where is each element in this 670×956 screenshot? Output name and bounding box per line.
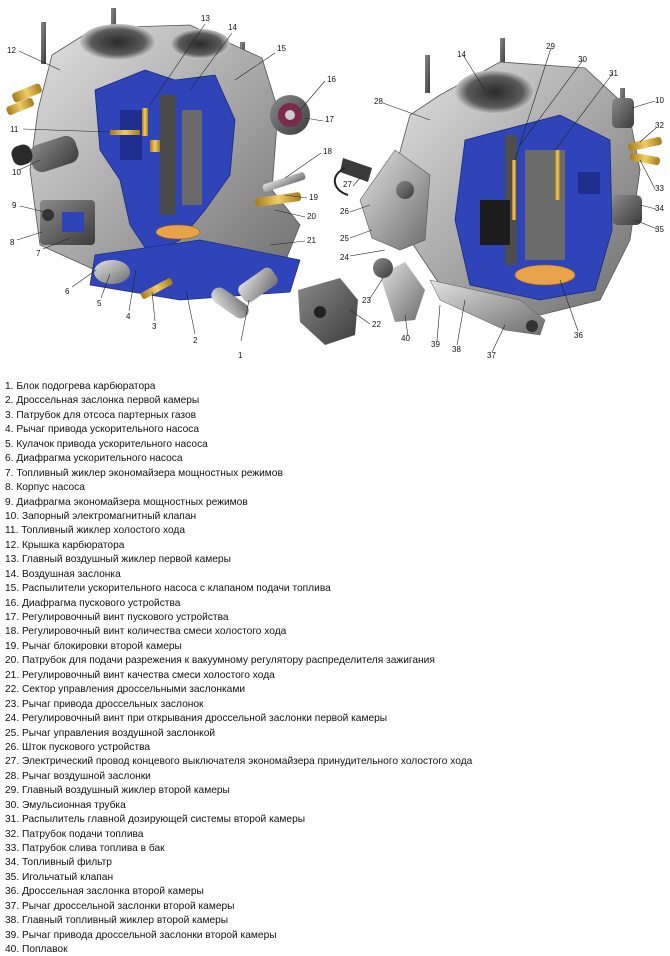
callout-34: 34 <box>655 204 664 213</box>
callout-24: 24 <box>340 253 349 262</box>
callout-2: 2 <box>193 336 198 345</box>
legend-item: 24. Регулировочный винт при открывания дроссельной заслонки первой камеры <box>5 713 388 725</box>
legend-item: 26. Шток пускового устройства <box>5 741 151 753</box>
callout-12: 12 <box>7 46 16 55</box>
legend-item: 10. Запорный электромагнитный клапан <box>5 510 197 522</box>
callout-25: 25 <box>340 234 349 243</box>
legend-item: 20. Патрубок для подачи разрежения к вакуумному регулятору распределителя зажигания <box>5 655 435 667</box>
callout-13: 13 <box>201 14 210 23</box>
legend-item: 33. Патрубок слива топлива в бак <box>5 843 165 854</box>
legend-item: 29. Главный воздушный жиклер второй камеры <box>5 785 230 797</box>
legend-item: 19. Рычаг блокировки второй камеры <box>5 640 182 652</box>
callout-20: 20 <box>307 212 316 221</box>
callout-1: 1 <box>238 351 243 360</box>
legend-item: 25. Рычаг управления воздушной заслонкой <box>5 727 216 739</box>
legend-item: 17. Регулировочный винт пускового устройства <box>5 612 229 623</box>
carburetor-figure <box>0 0 670 370</box>
callout-16: 16 <box>327 75 336 84</box>
callout-33: 33 <box>655 184 664 193</box>
callout-40: 40 <box>401 334 410 343</box>
callout-39: 39 <box>431 340 440 349</box>
callout-11: 11 <box>10 125 19 134</box>
callout-30: 30 <box>578 55 587 64</box>
legend-item: 1. Блок подогрева карбюратора <box>5 381 156 392</box>
legend-item: 31. Распылитель главной дозирующей системы второй камеры <box>5 814 306 826</box>
legend-item: 28. Рычаг воздушной заслонки <box>5 770 151 782</box>
legend-item: 13. Главный воздушный жиклер первой камеры <box>5 554 231 566</box>
legend-item: 14. Воздушная заслонка <box>5 568 121 580</box>
callout-4: 4 <box>126 312 131 321</box>
legend-item: 38. Главный топливный жиклер второй камеры <box>5 915 229 927</box>
legend-item: 23. Рычаг привода дроссельных заслонок <box>5 698 204 710</box>
callout-19: 19 <box>309 193 318 202</box>
callout-3: 3 <box>152 322 157 331</box>
callout-32: 32 <box>655 121 664 130</box>
callout-37: 37 <box>487 351 496 360</box>
callout-10: 10 <box>12 168 21 177</box>
callout-35: 35 <box>655 225 664 234</box>
legend-item: 2. Дроссельная заслонка первой камеры <box>5 395 200 407</box>
legend-item: 6. Диафрагма ускорительного насоса <box>5 453 183 465</box>
callout-5: 5 <box>97 299 102 308</box>
callout-29: 29 <box>546 42 555 51</box>
callout-21: 21 <box>307 236 316 245</box>
legend-item: 3. Патрубок для отсоса партерных газов <box>5 409 197 421</box>
callout-r-14: 14 <box>457 50 466 59</box>
legend-item: 4. Рычаг привода ускорительного насоса <box>5 424 200 436</box>
legend-item: 30. Эмульсионная трубка <box>5 799 126 811</box>
callout-26: 26 <box>340 207 349 216</box>
callout-36: 36 <box>574 331 583 340</box>
legend-item: 35. Игольчатый клапан <box>5 871 114 883</box>
legend-item: 21. Регулировочный винт качества смеси холостого хода <box>5 669 275 681</box>
callout-23: 23 <box>362 296 371 305</box>
callout-27: 27 <box>343 180 352 189</box>
legend-item: 7. Топливный жиклер экономайзера мощностных режимов <box>5 467 283 479</box>
callout-14: 14 <box>228 23 237 32</box>
legend-item: 11. Топливный жиклер холостого хода <box>5 525 186 537</box>
right-carburetor-illustration <box>335 38 663 335</box>
callout-31: 31 <box>609 69 618 78</box>
legend-item: 27. Электрический провод концевого выключателя экономайзера принудительного холостого хода <box>5 756 473 768</box>
legend-item: 12. Крышка карбюратора <box>5 539 125 551</box>
legend-item: 40. Поплавок <box>5 944 68 956</box>
callout-17: 17 <box>325 115 334 124</box>
legend-item: 15. Распылители ускорительного насоса с клапаном подачи топлива <box>5 583 331 595</box>
legend-item: 32. Патрубок подачи топлива <box>5 828 144 840</box>
legend-item: 37. Рычаг дроссельной заслонки второй камеры <box>5 900 235 912</box>
callout-28: 28 <box>374 97 383 106</box>
parts-legend <box>5 380 665 956</box>
callout-9: 9 <box>12 201 17 210</box>
legend-item: 5. Кулачок привода ускорительного насоса <box>5 438 208 450</box>
callout-18: 18 <box>323 147 332 156</box>
callout-7: 7 <box>36 249 41 258</box>
legend-item: 18. Регулировочный винт количества смеси холостого хода <box>5 626 287 638</box>
legend-item: 34. Топливный фильтр <box>5 857 112 869</box>
legend-item: 39. Рычаг привода дроссельной заслонки второй камеры <box>5 929 277 941</box>
callout-22: 22 <box>372 320 381 329</box>
callout-8: 8 <box>10 238 15 247</box>
callout-r-10: 10 <box>655 96 664 105</box>
legend-item: 8. Корпус насоса <box>5 482 85 494</box>
legend-item: 36. Дроссельная заслонка второй камеры <box>5 886 204 898</box>
callout-15: 15 <box>277 44 286 53</box>
legend-item: 9. Диафрагма экономайзера мощностных режимов <box>5 496 248 508</box>
legend-item: 22. Сектор управления дроссельными заслонками <box>5 684 246 696</box>
legend-item: 16. Диафрагма пускового устройства <box>5 597 181 609</box>
callout-6: 6 <box>65 287 70 296</box>
callout-38: 38 <box>452 345 461 354</box>
